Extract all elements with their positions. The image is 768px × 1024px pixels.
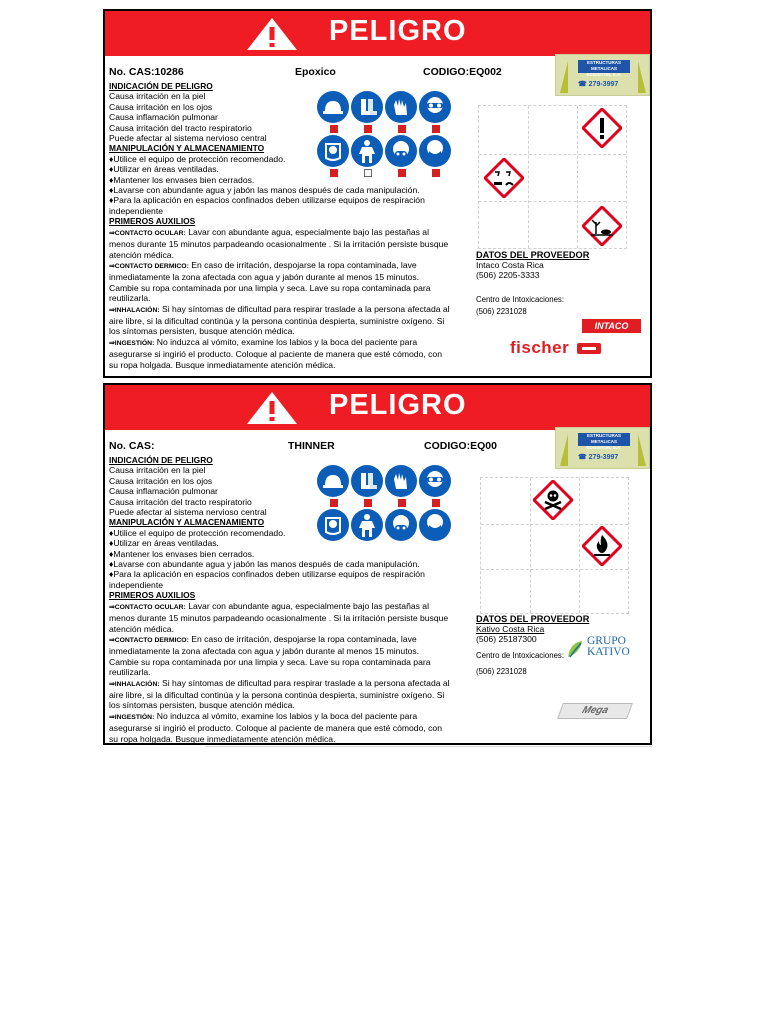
first-aid-item <box>109 634 451 678</box>
company-logo <box>555 54 650 96</box>
logo-phone: ☎ 279-3997 <box>578 81 619 88</box>
corrosive-icon <box>484 158 524 198</box>
product-name: THINNER <box>288 440 335 452</box>
hazard-item: Causa irritación del tracto respiratorio <box>109 122 252 133</box>
first-aid-label: ⇒CONTACTO DERMICO: <box>109 636 189 644</box>
hazard-item: Causa irritación en la piel <box>109 465 206 476</box>
logo-structure-icon <box>637 59 647 93</box>
respirator-icon <box>385 509 417 541</box>
hazard-item: Causa irritación en los ojos <box>109 475 213 486</box>
logo-structure-icon <box>559 59 569 93</box>
ppe-checkbox <box>432 125 440 133</box>
cas-number: No. CAS: <box>109 440 155 452</box>
first-aid-text: En caso de irritación, despojarse la ropa contaminada, lave inmediatamente la zona afectada con agua y jabón durante al menos 15 minutos. Cambie su ropa contaminada por una limpia y seca. Lave su ropa contaminada para reutilizarla. <box>109 259 431 304</box>
hazard-item: Causa inflamación pulmonar <box>109 112 218 123</box>
banner-title: PELIGRO <box>329 15 467 47</box>
dust-mask-icon <box>419 509 451 541</box>
gloves-icon <box>385 91 417 123</box>
danger-banner <box>105 11 650 56</box>
gloves-icon <box>385 465 417 497</box>
respirator-icon <box>385 135 417 167</box>
product-code: CODIGO:EQ002 <box>423 66 502 78</box>
ppe-checkbox <box>432 169 440 177</box>
provider-title: DATOS DEL PROVEEDOR <box>476 250 590 260</box>
banner-title: PELIGRO <box>329 389 467 421</box>
helmet-icon <box>317 91 349 123</box>
flammable-icon <box>582 526 622 566</box>
provider-name: Kativo Costa Rica <box>476 624 545 634</box>
handling-item: ♦Mantener los envases bien cerrados. <box>109 548 255 559</box>
ppe-checkbox <box>432 499 440 507</box>
ppe-checkbox <box>398 169 406 177</box>
boots-icon <box>351 91 383 123</box>
face-shield-icon <box>317 135 349 167</box>
protective-suit-icon <box>351 509 383 541</box>
provider-block <box>476 250 589 317</box>
handling-item: ♦Mantener los envases bien cerrados. <box>109 174 255 185</box>
first-aid-item <box>109 337 451 370</box>
first-aid-item <box>109 304 451 337</box>
first-aid-item <box>109 260 451 304</box>
exclamation-mark-icon <box>582 108 622 148</box>
ppe-checkbox <box>398 499 406 507</box>
hazard-item: Puede afectar al sistema nervioso central <box>109 507 267 518</box>
ppe-checkbox <box>330 125 338 133</box>
handling-item: ♦Para la aplicación en espacios confinados deben utilizarse equipos de respiración independiente <box>109 569 425 590</box>
company-logo <box>555 427 650 469</box>
goggles-icon <box>419 465 451 497</box>
mega-logo: Mega <box>557 703 633 719</box>
handling-item: ♦Lavarse con abundante agua y jabón las manos después de cada manipulación. <box>109 185 420 196</box>
helmet-icon <box>317 465 349 497</box>
logo-company-name: ESTRUCTURAS METALICAS EDGINTON, S.A. <box>578 433 630 446</box>
ghs-pictogram-grid <box>480 477 629 614</box>
first-aid-item <box>109 678 451 711</box>
warning-triangle-icon <box>246 391 298 425</box>
first-aid-label: ⇒INHALACIÓN: <box>109 680 160 688</box>
goggles-icon <box>419 91 451 123</box>
product-name: Epoxico <box>295 66 336 78</box>
hazard-item: Puede afectar al sistema nervioso central <box>109 133 267 144</box>
product-code: CODIGO:EQ00 <box>424 440 497 452</box>
poison-center-label: Centro de Intoxicaciones: <box>476 651 564 660</box>
hazard-item: Causa irritación del tracto respiratorio <box>109 496 252 507</box>
ppe-checkbox <box>398 125 406 133</box>
logo-phone: ☎ 279-3997 <box>578 454 619 461</box>
poison-center-phone: (506) 2231028 <box>476 667 527 676</box>
kativo-leaf-icon <box>566 639 584 659</box>
page-divider <box>205 746 652 747</box>
first-aid-text: Si hay síntomas de dificultad para respirar traslade a la persona afectada al aire libre, si la dificultad continúa y la persona continúa despierta, suministre oxígeno. Si los síntomas persisten, busque atención médica. <box>109 303 450 337</box>
handling-item: ♦Utilice el equipo de protección recomendado. <box>109 153 286 164</box>
face-shield-icon <box>317 509 349 541</box>
first-aid-text: Lavar con abundante agua, especialmente bajo las pestañas al menos durante 15 minutos parpadeando ocasionalmente . Si la irritación persiste busque atención médica. <box>109 226 449 260</box>
handling-item: ♦Lavarse con abundante agua y jabón las manos después de cada manipulación. <box>109 559 420 570</box>
hazard-label-epoxico <box>103 9 652 378</box>
handling-item: ♦Para la aplicación en espacios confinados deben utilizarse equipos de respiración independiente <box>109 195 425 216</box>
hazard-section-title: INDICACIÓN DE PELIGRO <box>109 81 213 91</box>
first-aid-label: ⇒CONTACTO OCULAR: <box>109 229 186 237</box>
danger-banner <box>105 385 650 430</box>
provider-phone: (506) 2205-3333 <box>476 270 540 280</box>
kativo-grupo: GRUPO <box>587 635 626 647</box>
first-aid-label: ⇒INGESTIÓN: <box>109 339 155 347</box>
ppe-checkbox <box>364 125 372 133</box>
first-aid-item <box>109 711 451 744</box>
handling-item: ♦Utilizar en áreas ventiladas. <box>109 538 219 549</box>
kativo-name: KATIVO <box>587 646 630 658</box>
first-aid-label: ⇒INGESTIÓN: <box>109 713 155 721</box>
first-aid-text: En caso de irritación, despojarse la ropa contaminada, lave inmediatamente la zona afectada con agua y jabón durante al menos 15 minutos. Cambie su ropa contaminada por una limpia y seca. Lave su ropa contaminada para reutilizarla. <box>109 633 431 678</box>
handling-item: ♦Utilizar en áreas ventiladas. <box>109 164 219 175</box>
boots-icon <box>351 465 383 497</box>
intaco-logo: INTACO <box>582 319 641 333</box>
provider-phone: (506) 25187300 <box>476 634 537 644</box>
poison-center-label: Centro de Intoxicaciones: <box>476 295 564 304</box>
first-aid-text: Si hay síntomas de dificultad para respirar traslade a la persona afectada al aire libre, si la dificultad continúa y la persona continúa despierta, suministre oxígeno. Si los síntomas persisten, busque atención médica. <box>109 677 450 711</box>
hazard-item: Causa irritación en los ojos <box>109 101 213 112</box>
dust-mask-icon <box>419 135 451 167</box>
handling-section-title: MANIPULACIÓN Y ALMACENAMIENTO <box>109 143 265 154</box>
hazard-section-title: INDICACIÓN DE PELIGRO <box>109 455 213 465</box>
protective-suit-icon <box>351 135 383 167</box>
provider-title: DATOS DEL PROVEEDOR <box>476 614 590 624</box>
first-aid-section-title: PRIMEROS AUXILIOS <box>109 590 196 601</box>
ghs-pictogram-grid <box>478 105 627 249</box>
ppe-checkbox <box>364 499 372 507</box>
first-aid-text: Lavar con abundante agua, especialmente bajo las pestañas al menos durante 15 minutos parpadeando ocasionalmente . Si la irritación persiste busque atención médica. <box>109 600 449 634</box>
kativo-logo <box>587 636 630 658</box>
skull-crossbones-icon <box>533 480 573 520</box>
provider-name: Intaco Costa Rica <box>476 260 544 270</box>
first-aid-item <box>109 227 451 260</box>
hazard-item: Causa inflamación pulmonar <box>109 486 218 497</box>
first-aid-label: ⇒INHALACIÓN: <box>109 306 160 314</box>
logo-structure-icon <box>637 432 647 466</box>
handling-section-title: MANIPULACIÓN Y ALMACENAMIENTO <box>109 517 265 528</box>
fischer-mark-icon <box>577 343 601 354</box>
first-aid-label: ⇒CONTACTO OCULAR: <box>109 603 186 611</box>
ppe-checkbox <box>330 169 338 177</box>
logo-structure-icon <box>559 432 569 466</box>
first-aid-item <box>109 601 451 634</box>
first-aid-text: No induzca al vómito, examine los labios y la boca del paciente para asegurarse si ingirió el producto. Coloque al paciente de manera que esté cómodo, con su ropa holgada. Busque inmediatamente atención médica. <box>109 336 442 370</box>
ppe-checkbox <box>330 499 338 507</box>
hazard-label-thinner <box>103 383 652 745</box>
logo-company-name: ESTRUCTURAS METALICAS EDGINTON, S.A. <box>578 60 630 73</box>
hazard-item: Causa irritación en la piel <box>109 91 206 102</box>
fischer-logo: fischer <box>510 338 570 357</box>
cas-number: No. CAS:10286 <box>109 66 184 78</box>
first-aid-label: ⇒CONTACTO DERMICO: <box>109 262 189 270</box>
first-aid-text: No induzca al vómito, examine los labios y la boca del paciente para asegurarse si ingirió el producto. Coloque al paciente de manera que esté cómodo, con su ropa holgada. Busque inmediatamente atención médica. <box>109 710 442 744</box>
environment-hazard-icon <box>582 206 622 246</box>
first-aid-section-title: PRIMEROS AUXILIOS <box>109 216 196 227</box>
poison-center-phone: (506) 2231028 <box>476 307 527 316</box>
handling-item: ♦Utilice el equipo de protección recomendado. <box>109 527 286 538</box>
warning-triangle-icon <box>246 17 298 51</box>
ppe-checkbox <box>364 169 372 177</box>
